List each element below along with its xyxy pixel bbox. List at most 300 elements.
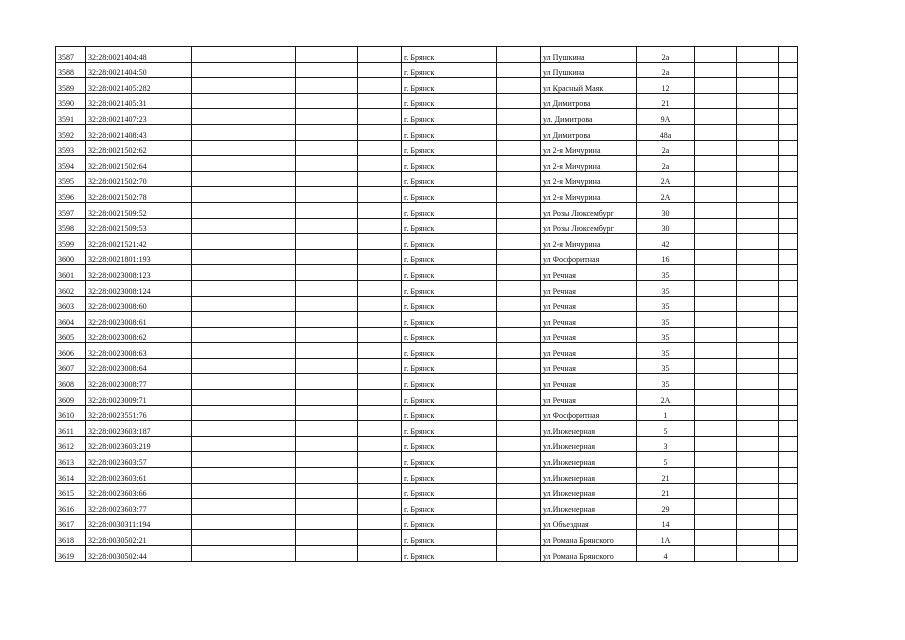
cadastral-number-cell: 32:28:0021502:70 — [86, 171, 192, 187]
empty-cell — [779, 234, 798, 250]
empty-cell — [695, 93, 737, 109]
empty-cell — [497, 218, 541, 234]
table-row — [56, 140, 798, 156]
house-number-cell: 21 — [637, 468, 695, 484]
house-number-cell: 21 — [637, 483, 695, 499]
row-number-cell: 3613 — [56, 452, 86, 468]
cadastral-number-cell: 32:28:0023551:76 — [86, 405, 192, 421]
empty-cell — [737, 109, 779, 125]
empty-cell — [695, 265, 737, 281]
city-cell: г. Брянск — [402, 421, 497, 437]
row-number-cell: 3592 — [56, 124, 86, 140]
empty-cell — [779, 546, 798, 562]
cadastral-number-cell: 32:28:0021407:23 — [86, 109, 192, 125]
empty-cell — [296, 124, 358, 140]
house-number-cell: 35 — [637, 374, 695, 390]
house-number-cell: 12 — [637, 78, 695, 94]
cadastral-number-cell: 32:28:0021502:62 — [86, 140, 192, 156]
empty-cell — [192, 468, 296, 484]
cadastral-number-cell: 32:28:0021502:78 — [86, 187, 192, 203]
empty-cell — [296, 280, 358, 296]
empty-cell — [296, 436, 358, 452]
cadastral-number-cell: 32:28:0021502:64 — [86, 156, 192, 172]
row-number-cell: 3588 — [56, 62, 86, 78]
empty-cell — [358, 171, 402, 187]
street-cell: ул 2-я Мичурина — [541, 187, 637, 203]
row-number-cell: 3604 — [56, 312, 86, 328]
empty-cell — [737, 280, 779, 296]
empty-cell — [695, 124, 737, 140]
empty-cell — [192, 390, 296, 406]
street-cell: ул Речная — [541, 296, 637, 312]
empty-cell — [497, 452, 541, 468]
empty-cell — [695, 312, 737, 328]
street-cell: ул Речная — [541, 374, 637, 390]
empty-cell — [296, 530, 358, 546]
house-number-cell: 48а — [637, 124, 695, 140]
city-cell: г. Брянск — [402, 468, 497, 484]
empty-cell — [296, 374, 358, 390]
empty-cell — [358, 546, 402, 562]
cadastral-number-cell: 32:28:0023008:62 — [86, 327, 192, 343]
street-cell: ул Речная — [541, 280, 637, 296]
empty-cell — [296, 499, 358, 515]
empty-cell — [497, 499, 541, 515]
empty-cell — [192, 124, 296, 140]
house-number-cell: 21 — [637, 93, 695, 109]
empty-cell — [779, 374, 798, 390]
empty-cell — [779, 312, 798, 328]
empty-cell — [192, 265, 296, 281]
empty-cell — [497, 312, 541, 328]
city-cell: г. Брянск — [402, 218, 497, 234]
house-number-cell: 35 — [637, 280, 695, 296]
empty-cell — [192, 374, 296, 390]
cadastral-number-cell: 32:28:0023603:187 — [86, 421, 192, 437]
empty-cell — [497, 390, 541, 406]
empty-cell — [779, 47, 798, 63]
cadastral-number-cell: 32:28:0023008:61 — [86, 312, 192, 328]
empty-cell — [192, 343, 296, 359]
cadastral-number-cell: 32:28:0023603:57 — [86, 452, 192, 468]
empty-cell — [497, 93, 541, 109]
row-number-cell: 3591 — [56, 109, 86, 125]
empty-cell — [358, 109, 402, 125]
empty-cell — [497, 265, 541, 281]
table-row — [56, 452, 798, 468]
empty-cell — [779, 218, 798, 234]
empty-cell — [737, 499, 779, 515]
city-cell: г. Брянск — [402, 390, 497, 406]
street-cell: ул.Инженерная — [541, 452, 637, 468]
empty-cell — [358, 62, 402, 78]
table-row — [56, 546, 798, 562]
row-number-cell: 3615 — [56, 483, 86, 499]
street-cell: ул Фосфоритная — [541, 405, 637, 421]
empty-cell — [737, 358, 779, 374]
empty-cell — [358, 405, 402, 421]
empty-cell — [497, 124, 541, 140]
street-cell: ул Фосфоритная — [541, 249, 637, 265]
cadastral-number-cell: 32:28:0021405:282 — [86, 78, 192, 94]
empty-cell — [296, 343, 358, 359]
empty-cell — [737, 156, 779, 172]
empty-cell — [737, 140, 779, 156]
empty-cell — [779, 405, 798, 421]
row-number-cell: 3595 — [56, 171, 86, 187]
empty-cell — [358, 280, 402, 296]
row-number-cell: 3614 — [56, 468, 86, 484]
empty-cell — [695, 109, 737, 125]
row-number-cell: 3609 — [56, 390, 86, 406]
empty-cell — [737, 93, 779, 109]
row-number-cell: 3603 — [56, 296, 86, 312]
empty-cell — [497, 327, 541, 343]
empty-cell — [296, 483, 358, 499]
empty-cell — [296, 312, 358, 328]
table-row — [56, 296, 798, 312]
street-cell: ул Пушкина — [541, 47, 637, 63]
row-number-cell: 3617 — [56, 514, 86, 530]
empty-cell — [358, 140, 402, 156]
empty-cell — [296, 171, 358, 187]
empty-cell — [358, 327, 402, 343]
cadastral-number-cell: 32:28:0023008:64 — [86, 358, 192, 374]
empty-cell — [737, 202, 779, 218]
city-cell: г. Брянск — [402, 343, 497, 359]
street-cell: ул Речная — [541, 358, 637, 374]
city-cell: г. Брянск — [402, 109, 497, 125]
empty-cell — [497, 47, 541, 63]
empty-cell — [192, 514, 296, 530]
empty-cell — [358, 374, 402, 390]
city-cell: г. Брянск — [402, 171, 497, 187]
empty-cell — [296, 514, 358, 530]
empty-cell — [296, 93, 358, 109]
empty-cell — [358, 187, 402, 203]
city-cell: г. Брянск — [402, 234, 497, 250]
empty-cell — [497, 62, 541, 78]
row-number-cell: 3593 — [56, 140, 86, 156]
empty-cell — [695, 249, 737, 265]
empty-cell — [695, 343, 737, 359]
empty-cell — [296, 140, 358, 156]
empty-cell — [497, 421, 541, 437]
street-cell: ул 2-я Мичурина — [541, 140, 637, 156]
empty-cell — [695, 218, 737, 234]
empty-cell — [695, 499, 737, 515]
empty-cell — [737, 234, 779, 250]
table-row — [56, 436, 798, 452]
empty-cell — [296, 218, 358, 234]
empty-cell — [695, 374, 737, 390]
street-cell: ул Речная — [541, 265, 637, 281]
empty-cell — [695, 421, 737, 437]
table-row — [56, 156, 798, 172]
empty-cell — [497, 343, 541, 359]
table-row — [56, 265, 798, 281]
table-row — [56, 390, 798, 406]
empty-cell — [779, 499, 798, 515]
table-row — [56, 234, 798, 250]
cadastral-number-cell: 32:28:0021521:42 — [86, 234, 192, 250]
empty-cell — [737, 218, 779, 234]
empty-cell — [497, 249, 541, 265]
empty-cell — [192, 109, 296, 125]
cadastral-number-cell: 32:28:0030502:21 — [86, 530, 192, 546]
empty-cell — [779, 514, 798, 530]
empty-cell — [192, 156, 296, 172]
city-cell: г. Брянск — [402, 452, 497, 468]
row-number-cell: 3599 — [56, 234, 86, 250]
empty-cell — [695, 62, 737, 78]
house-number-cell: 2а — [637, 62, 695, 78]
cadastral-number-cell: 32:28:0021404:48 — [86, 47, 192, 63]
row-number-cell: 3597 — [56, 202, 86, 218]
empty-cell — [296, 78, 358, 94]
empty-cell — [192, 47, 296, 63]
empty-cell — [358, 421, 402, 437]
empty-cell — [695, 436, 737, 452]
empty-cell — [497, 109, 541, 125]
street-cell: ул Димитрова — [541, 93, 637, 109]
empty-cell — [779, 171, 798, 187]
empty-cell — [192, 140, 296, 156]
empty-cell — [497, 187, 541, 203]
table-row — [56, 218, 798, 234]
empty-cell — [296, 47, 358, 63]
row-number-cell: 3587 — [56, 47, 86, 63]
empty-cell — [737, 390, 779, 406]
city-cell: г. Брянск — [402, 436, 497, 452]
empty-cell — [695, 280, 737, 296]
empty-cell — [192, 62, 296, 78]
row-number-cell: 3596 — [56, 187, 86, 203]
empty-cell — [779, 265, 798, 281]
cadastral-number-cell: 32:28:0023008:60 — [86, 296, 192, 312]
street-cell: ул.Инженерная — [541, 468, 637, 484]
empty-cell — [779, 109, 798, 125]
city-cell: г. Брянск — [402, 374, 497, 390]
empty-cell — [497, 405, 541, 421]
table-row — [56, 358, 798, 374]
empty-cell — [497, 156, 541, 172]
street-cell: ул 2-я Мичурина — [541, 234, 637, 250]
house-number-cell: 2А — [637, 171, 695, 187]
row-number-cell: 3611 — [56, 421, 86, 437]
house-number-cell: 35 — [637, 358, 695, 374]
city-cell: г. Брянск — [402, 93, 497, 109]
empty-cell — [737, 249, 779, 265]
empty-cell — [296, 327, 358, 343]
empty-cell — [296, 202, 358, 218]
street-cell: ул 2-я Мичурина — [541, 171, 637, 187]
empty-cell — [497, 374, 541, 390]
street-cell: ул Розы Люксембург — [541, 218, 637, 234]
house-number-cell: 29 — [637, 499, 695, 515]
empty-cell — [737, 62, 779, 78]
house-number-cell: 9А — [637, 109, 695, 125]
empty-cell — [358, 296, 402, 312]
empty-cell — [695, 47, 737, 63]
row-number-cell: 3606 — [56, 343, 86, 359]
house-number-cell: 4 — [637, 546, 695, 562]
empty-cell — [358, 78, 402, 94]
empty-cell — [296, 468, 358, 484]
city-cell: г. Брянск — [402, 124, 497, 140]
empty-cell — [695, 452, 737, 468]
house-number-cell: 35 — [637, 265, 695, 281]
table-row — [56, 405, 798, 421]
empty-cell — [695, 171, 737, 187]
city-cell: г. Брянск — [402, 265, 497, 281]
empty-cell — [358, 530, 402, 546]
table-row — [56, 78, 798, 94]
empty-cell — [296, 390, 358, 406]
empty-cell — [358, 93, 402, 109]
city-cell: г. Брянск — [402, 47, 497, 63]
empty-cell — [695, 234, 737, 250]
empty-cell — [737, 514, 779, 530]
empty-cell — [497, 546, 541, 562]
empty-cell — [358, 202, 402, 218]
empty-cell — [358, 343, 402, 359]
table-row — [56, 483, 798, 499]
empty-cell — [737, 265, 779, 281]
empty-cell — [779, 93, 798, 109]
empty-cell — [497, 280, 541, 296]
empty-cell — [296, 109, 358, 125]
city-cell: г. Брянск — [402, 296, 497, 312]
empty-cell — [779, 202, 798, 218]
empty-cell — [779, 296, 798, 312]
table-row — [56, 47, 798, 63]
empty-cell — [296, 234, 358, 250]
empty-cell — [695, 187, 737, 203]
empty-cell — [779, 187, 798, 203]
house-number-cell: 2А — [637, 390, 695, 406]
row-number-cell: 3607 — [56, 358, 86, 374]
table-row — [56, 468, 798, 484]
street-cell: ул Пушкина — [541, 62, 637, 78]
empty-cell — [695, 390, 737, 406]
empty-cell — [358, 218, 402, 234]
empty-cell — [296, 546, 358, 562]
empty-cell — [192, 218, 296, 234]
empty-cell — [296, 187, 358, 203]
table-row — [56, 421, 798, 437]
empty-cell — [497, 140, 541, 156]
row-number-cell: 3598 — [56, 218, 86, 234]
empty-cell — [358, 499, 402, 515]
empty-cell — [192, 530, 296, 546]
empty-cell — [497, 483, 541, 499]
row-number-cell: 3612 — [56, 436, 86, 452]
table-body — [56, 47, 798, 562]
city-cell: г. Брянск — [402, 530, 497, 546]
street-cell: ул Красный Маяк — [541, 78, 637, 94]
street-cell: ул Романа Брянского — [541, 530, 637, 546]
row-number-cell: 3619 — [56, 546, 86, 562]
empty-cell — [358, 234, 402, 250]
city-cell: г. Брянск — [402, 327, 497, 343]
cadastral-number-cell: 32:28:0021801:193 — [86, 249, 192, 265]
house-number-cell: 1 — [637, 405, 695, 421]
empty-cell — [737, 327, 779, 343]
city-cell: г. Брянск — [402, 499, 497, 515]
house-number-cell: 2а — [637, 140, 695, 156]
house-number-cell: 1А — [637, 530, 695, 546]
empty-cell — [358, 265, 402, 281]
empty-cell — [358, 436, 402, 452]
city-cell: г. Брянск — [402, 140, 497, 156]
empty-cell — [192, 296, 296, 312]
table-row — [56, 109, 798, 125]
empty-cell — [192, 234, 296, 250]
table-row — [56, 93, 798, 109]
city-cell: г. Брянск — [402, 187, 497, 203]
street-cell: ул.Инженерная — [541, 436, 637, 452]
city-cell: г. Брянск — [402, 202, 497, 218]
empty-cell — [192, 436, 296, 452]
empty-cell — [779, 468, 798, 484]
cadastral-number-cell: 32:28:0023603:77 — [86, 499, 192, 515]
empty-cell — [737, 124, 779, 140]
row-number-cell: 3616 — [56, 499, 86, 515]
empty-cell — [779, 358, 798, 374]
cadastral-number-cell: 32:28:0030311:194 — [86, 514, 192, 530]
empty-cell — [497, 436, 541, 452]
cadastral-number-cell: 32:28:0023008:123 — [86, 265, 192, 281]
house-number-cell: 16 — [637, 249, 695, 265]
empty-cell — [497, 468, 541, 484]
city-cell: г. Брянск — [402, 156, 497, 172]
empty-cell — [737, 436, 779, 452]
empty-cell — [779, 327, 798, 343]
empty-cell — [737, 312, 779, 328]
city-cell: г. Брянск — [402, 249, 497, 265]
street-cell: ул.Инженерная — [541, 421, 637, 437]
house-number-cell: 3 — [637, 436, 695, 452]
house-number-cell: 5 — [637, 421, 695, 437]
empty-cell — [695, 327, 737, 343]
table-row — [56, 312, 798, 328]
city-cell: г. Брянск — [402, 358, 497, 374]
cadastral-number-cell: 32:28:0023603:66 — [86, 483, 192, 499]
empty-cell — [296, 421, 358, 437]
street-cell: ул Речная — [541, 343, 637, 359]
house-number-cell: 2а — [637, 156, 695, 172]
street-cell: ул Димитрова — [541, 124, 637, 140]
house-number-cell: 2а — [637, 47, 695, 63]
empty-cell — [737, 78, 779, 94]
empty-cell — [695, 296, 737, 312]
empty-cell — [358, 124, 402, 140]
empty-cell — [497, 202, 541, 218]
cadastral-number-cell: 32:28:0023603:61 — [86, 468, 192, 484]
row-number-cell: 3600 — [56, 249, 86, 265]
house-number-cell: 35 — [637, 296, 695, 312]
street-cell: ул.Инженерная — [541, 499, 637, 515]
row-number-cell: 3605 — [56, 327, 86, 343]
empty-cell — [695, 202, 737, 218]
row-number-cell: 3594 — [56, 156, 86, 172]
empty-cell — [779, 436, 798, 452]
table-row — [56, 124, 798, 140]
empty-cell — [296, 265, 358, 281]
empty-cell — [192, 546, 296, 562]
empty-cell — [779, 421, 798, 437]
